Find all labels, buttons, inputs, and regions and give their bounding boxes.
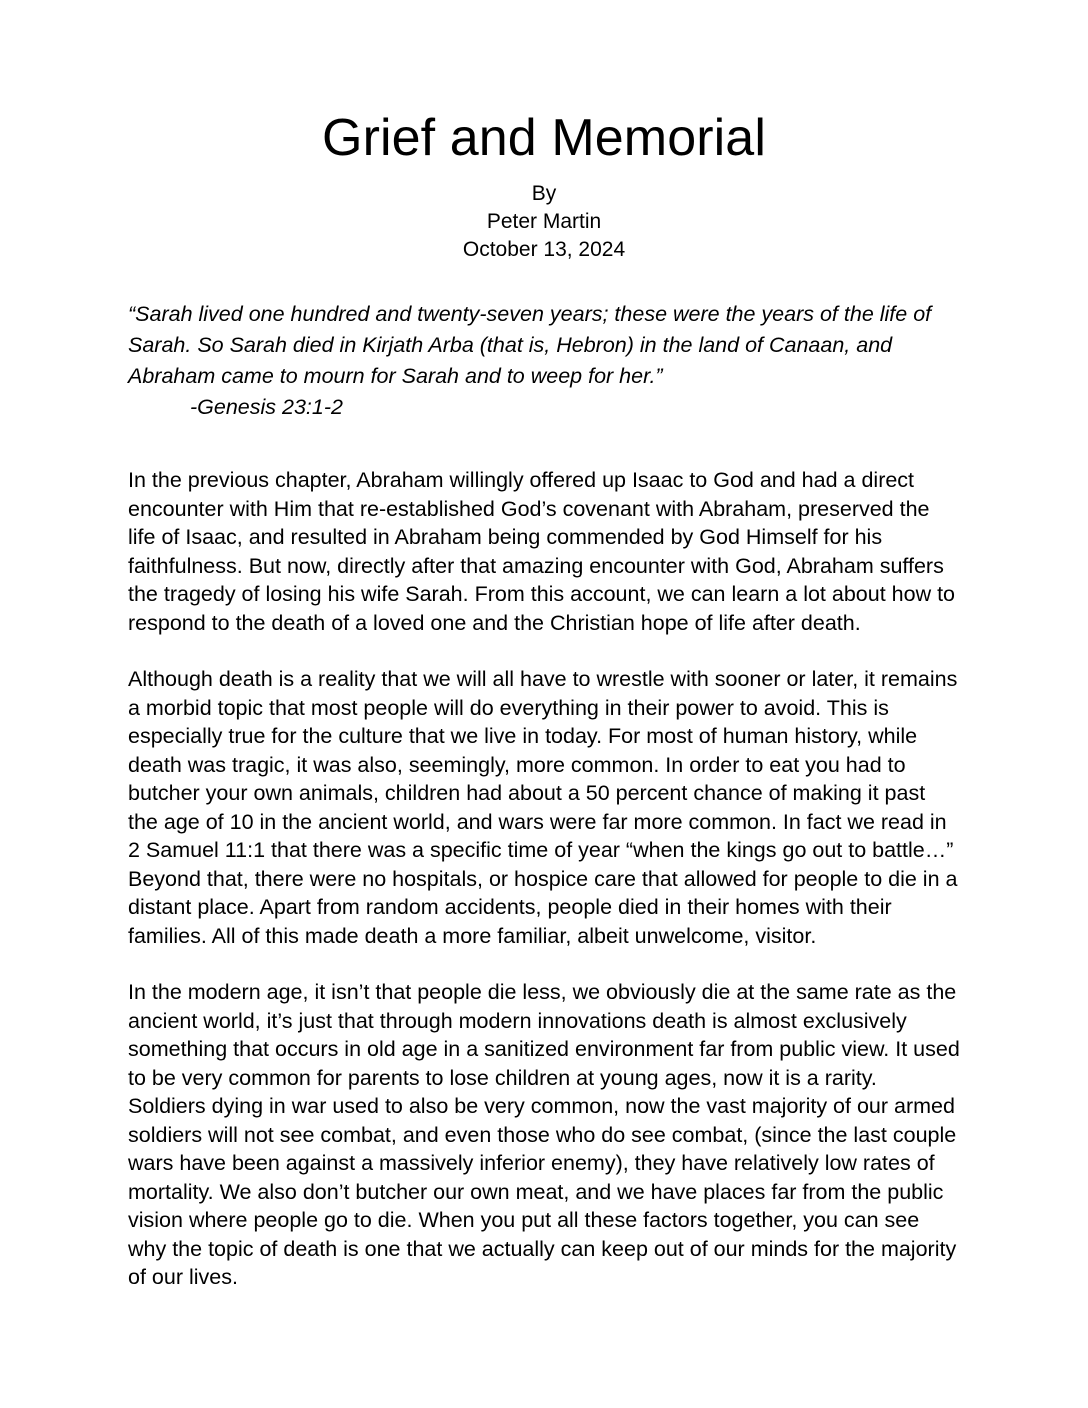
byline-by-label: By: [531, 182, 557, 206]
byline-block: [128, 169, 960, 264]
body-paragraph-1: In the previous chapter, Abraham willingly offered up Isaac to God and had a direct encounter with Him that re-established God’s covenant with Abraham, preserved the life of Isaac, and resulted in Abraham being commended by God Himself for his faithfulness. But now, directly after that amazing encounter with God, Abraham suffers the tragedy of losing his wife Sarah. From this account, we can learn a lot about how to respond to the death of a loved one and the Christian hope of life after death.: [128, 468, 956, 635]
page-title: Grief and Memorial: [322, 109, 766, 167]
scripture-quote: “Sarah lived one hundred and twenty-seven years; these were the years of the life of Sarah. So Sarah died in Kirjath Arba (that is, Hebron) in the land of Canaan, and Abraham came to mourn for Sarah and to weep for her.”: [128, 302, 932, 389]
byline-author: Peter Martin: [486, 210, 602, 234]
scripture-reference: -Genesis 23:1-2: [190, 395, 343, 420]
body-paragraph-2: Although death is a reality that we will all have to wrestle with sooner or later, it remains a morbid topic that most people will do everything in their power to avoid. This is especially true for the culture that we live in today. For most of human history, while death was tragic, it was also, seemingly, more common. In order to eat you had to butcher your own animals, children had about a 50 percent chance of making it past the age of 10 in the ancient world, and wars were far more common. In fact we read in 2 Samuel 11:1 that there was a specific time of year “when the kings go out to battle…” Beyond that, there were no hospitals, or hospice care that allowed for people to die in a distant place. Apart from random accidents, people died in their homes with their families. All of this made death a more familiar, albeit unwelcome, visitor.: [128, 667, 958, 948]
body-paragraph-3: In the modern age, it isn’t that people die less, we obviously die at the same rate as the ancient world, it’s just that through modern innovations death is almost exclusively something that occurs in old age in a sanitized environment far from public view. It used to be very common for parents to lose children at young ages, now it is a rarity. Soldiers dying in war used to also be very common, now the vast majority of our armed soldiers will not see combat, and even those who do see combat, (since the last couple wars have been against a massively inferior enemy), they have relatively low rates of mortality. We also don’t butcher our own meat, and we have places far from the public vision where people go to die. When you put all these factors together, you can see why the topic of death is one that we actually can keep out of our minds for the majority of our lives.: [128, 980, 960, 1290]
byline-date: October 13, 2024: [462, 238, 626, 262]
document-content: [128, 0, 960, 1292]
